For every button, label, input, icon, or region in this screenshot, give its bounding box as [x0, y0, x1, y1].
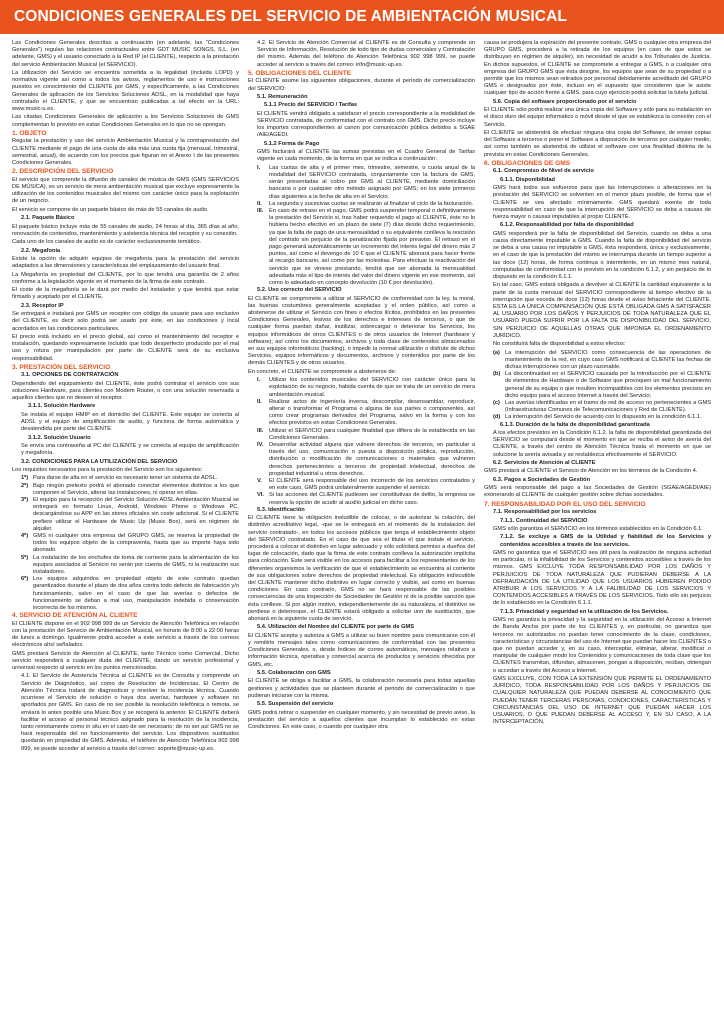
- paragraph: GMS responderá por la falta de disponibilidad del Servicio, cuando se deba a una causa directamente imputable a GMS. Cuando la falta de disponibilidad del servicio se deba a una causa no imputable a GMS, ésta responderá, única y exclusivamente, en el caso de que la prestación del mismo se interrumpa durante un tiempo superior a las doce (12) horas, de forma continua o intermitente, en un mismo mes natural, computadas de conformidad con lo previsto en la condición 6.1.2, y sin perjuicio de lo dispuesto en la condición 6.1.1.: [493, 230, 711, 280]
- paragraph: El CLIENTE se obliga a facilitar a GMS, la colaboración necesaria para todas aquellas gestiones y actividades que se planteen durante el periodo de comercialización o que pudieran iniciarse con la misma.: [248, 678, 475, 699]
- list-marker: II.: [257, 200, 262, 207]
- subsection-heading: 5.4. Utilización del Nombre del CLIENTE por parte de GMS: [257, 624, 415, 631]
- subsection-heading: 5.5. Suspensión del servicio: [257, 701, 334, 708]
- list-marker: I.: [257, 377, 261, 384]
- list-item: [12, 576, 239, 612]
- subsection-heading: 2.3. Receptor IP: [21, 302, 64, 309]
- list-text: Realizar actos de ingeniería inversa, descompilar, desensamblar, reproducir, alterar o transformar el Programa o alguna de sus partes o componentes, así como crear programas derivados del Programa, salvo en la forma y con los efectos previstos en estas Condiciones Generales.: [269, 398, 475, 427]
- list-marker: (a): [493, 349, 500, 356]
- list-item: [12, 497, 239, 533]
- sub-subsection-heading: 6.1.3. Duración de la falta de disponibilidad garantizada: [500, 421, 650, 428]
- paragraph: En tal caso, GMS estará obligada a devolver al CLIENTE la cantidad equivalente a la parte de la cuota mensual del SERVICIO correspondiente al tiempo efectivo de la interrupción que exceda de doce (12) horas desde el aviso fehaciente del CLIENTE. ESTA ES LA ÚNICA COMPENSACIÓN QUE ESTÁ OBLIGADA GMS A SATISFACER AL USUARIO POR LOS DAÑOS Y PERJUICIOS DE TODA NATURALEZA QUE EL USUARIO PUEDA SUFRIR POR LA FALTA DE DISPONIBILIDAD DEL SERVICIO, SIN PERJUICIO DE AQUELLAS OTRAS QUE IMPONGA EL ORDENAMIENTO JURÍDICO.: [493, 282, 711, 339]
- list-text: Utilizar el SERVICIO para cualquier finalidad que difiera de la establecida en las Condiciones Generales.: [269, 427, 475, 441]
- paragraph: GMS hará todos sus esfuerzos para que las interrupciones o alteraciones en la prestación del SERVICIO se solventen en el menor plazo posible, de forma que el CLIENTE se vea afectado mínimamente. GMS quedará exenta de toda responsabilidad en caso de que la interrupción del SERVICIO se deba a causas de fuerza mayor o causas imputables al propio CLIENTE.: [493, 185, 711, 220]
- list-marker: 6º): [21, 576, 29, 583]
- section-heading: 7. RESPONSABILIDAD POR EL USO DEL SERVICIO: [484, 500, 646, 508]
- paragraph: 4.1. El Servicio de Asistencia Técnica al CLIENTE es de Consulta y comprende un Servicio de Diagnóstico, así como de Resolución de Incidencias. El Centro de Atención Técnica tratará de diagnosticar y resolver la incidencia técnica. Cuando ocurriese el Servicio de solución o haya dos averías, hardware y software no aportados por GMS. En caso de no ser posible la resolución telefónica o remota, se enviará lo antes posible una Music Box y se recogerá la anterior. El CLIENTE deberá facilitar el acceso al personal técnico asignado para la resolución de la incidencia, tanto remotamente como in situ en el caso de ser necesario; de no ser así GMS no se hará responsable del no funcionamiento del servicio. Los dispositivos sustituidos quedarán en propiedad de GMS. Además, el teléfono de Atención Telefónica 902 998 999, se puede acceder al servicio a través del correo: soporte@music-up.es.: [21, 673, 239, 752]
- list-text: En caso de retraso en el pago, GMS podrá suspender temporal o definitivamente la prestación del Servicio si, tras haber requerido el pago al CLIENTE, éste no lo hubiera hecho efectivo en un plazo de siete (7) días desde dicho requerimiento, ya que la falta de pago de una mensualidad o su equivalente conlleva la rescisión del contrato sin perjuicio de la penalización fijada por preaviso. El retraso en el pago generará automáticamente un incremento del interés legal del dinero más 2 puntos, así como el devengo de 10 € que el CLIENTE abonará para hacer frente al recargo bancario, así como por las molestias. Para efectuar la reactivación del servicio que se viniese prestando, tendrá que ser abonada la mensualidad adeudada más el tipo de interés del valor del dinero vigente en ese momento, así como lo adeudado en concepto devolución (10 € por devolución).: [269, 207, 475, 286]
- list-item: [248, 208, 475, 287]
- list-marker: (b): [493, 371, 501, 378]
- list-item: [248, 201, 475, 208]
- list-marker: II.: [257, 398, 262, 405]
- list-text: El CLIENTE será responsable del uso incorrecto de los servicios contratados y en este caso, GMS podrá unilateralmente suspender el servicio.: [269, 478, 475, 492]
- subsection-heading: 2.1. Paquete Básico: [21, 215, 75, 222]
- paragraph: El CLIENTE se abstendrá de efectuar ninguna otra copia del Software, de enviar copias del Software a terceros o poner el Software a disposición de terceros por cualquier medio, así como también se abstendrá de utilizar el software con una finalidad distinta de la prevista en estas Condiciones Generales.: [484, 130, 711, 158]
- paragraph: causa se produjera la expiración del presente contrato, GMS o cualquier otra empresa del GRUPO GMS, procederá a la retirada de los equipos (en caso de que estos se distribuyan en régimen de alquiler), sin necesidad de acudir a los Tribunales de Justicia. En dichos supuestos, el CLIENTE se compromete a entregar a GMS, o a cualquier otra empresa del GRUPO GMS que ésta designe, los equipos que sean de su propiedad o a permitir que los mismos sean retirados por personal debidamente acreditado del GRUPO GMS o designados por éste, incluso en el supuesto que consideren que le asiste cualquier tipo de acción frente a GMS, para cuyo ejercicio podrá solicitar la tutela judicial.: [484, 40, 711, 97]
- section-heading: 4. SERVICIO DE ATENCIÓN AL CLIENTE: [12, 612, 138, 620]
- list-marker: 2º): [21, 482, 29, 489]
- paragraph: A los efectos previstos en la Condición 6.1.2. la falta de disponibilidad garantizada del SERVICIO se computará desde el momento en que se reciba el aviso de avería del CLIENTE, a través del centro de Atención Técnica hasta el momento en que se solucione la avería avisada y se restablezca efectivamente el SERVICIO.: [493, 430, 711, 458]
- list-text: GMS ni cualquier otra empresa del GRUPO GMS, se reserva la propiedad de todos los equipos objeto de la compraventa, hasta que su importe haya sido abonado.: [33, 533, 239, 554]
- paragraph: El CLIENTE acepta y autoriza a GMS a utilizar su buen nombre para comunicarse con él y remitirle mensajes tales como comunicaciones de conformidad con las presentes Condiciones Generales, o, desde Índices de correo automáticos, mensajes relativos a información técnica, operativa y comercial acerca de productos y servicios ofrecidos por GMS, etc.: [248, 632, 475, 668]
- sub-subsection-heading: 7.1.1. Continuidad del SERVICIO: [500, 517, 588, 524]
- list-marker: 5º): [21, 554, 29, 561]
- paragraph: El CLIENTE sólo podrá realizar una única copia del Software y sólo para su instalación en el disco duro del equipo informático o móvil desde el que se establezca la conexión con el Servicio.: [484, 107, 711, 128]
- sub-subsection-heading: 6.1.2. Responsabilidad por falta de disponibilidad: [500, 222, 634, 229]
- column-2: [248, 40, 475, 1022]
- list-item: [12, 475, 239, 482]
- paragraph: El servicio que comprende la difusión de canales de música de GMS (GMS SERVICIOS DE MÚSICA), es un servicio de mera ambientación musical que excluye expresamente la utilización de los contenidos musicales del mismo con carácter único para la explotación de un negocio.: [12, 176, 239, 205]
- list-text: El equipo para la recepción del Servicio Solución ADSL Ambientación Musical se entregará en formato Linux, Android, Windows Phone o Windows PC, descargándose su APP en las stores oficiales sin coste adicional. Si el CLIENTE prefiere utilizar el Hardware de Music Up (Music Box), será en régimen de alquiler.: [33, 497, 239, 532]
- list-marker: (c): [493, 400, 500, 406]
- list-text: Las averías identificadas en el tramo de red de acceso no pertenecientes a GMS (Infraestructuras Comunes de Telecomunicaciones y Red de CLIENTE).: [505, 400, 711, 414]
- list-marker: I.: [257, 164, 261, 171]
- paragraph: Existe la opción de adquirir equipos de megafonía para la prestación del servicio adaptados a las dimensiones y características del emplazamiento del usuario final.: [12, 255, 239, 270]
- paragraph: Se instala el equipo HMIP en el domicilio del CLIENTE. Este equipo se conecta al ADSL y el equipo de amplificación de audio, y funciona de forma automática y desatendida por parte del CLIENTE.: [21, 411, 239, 433]
- list-text: Bajo ningún pretexto podrá el abonado conectar elementos distintos a los que componen el Servicio, alterar las instalaciones, ni operar en ellas.: [33, 482, 239, 496]
- subsection-heading: 3.2. CONDICIONES PARA LA UTILIZACIÓN DEL SERVICIO: [21, 458, 178, 465]
- paragraph: GMS EXCLUYE, CON TODA LA EXTENSIÓN QUE PERMITE EL ORDENAMIENTO JURÍDICO, TODA RESPONSABILIDAD POR LOS DAÑOS Y PERJUICIOS DE CUALQUIER NATURALEZA QUE PUEDAN DEBERSE AL CONOCIMIENTO QUE PUEDAN TENER TERCERAS PERSONAS, CONDICIONES, CARACTERÍSTICAS Y CIRCUNSTANCIAS DEL USO DE INTERNET QUE PUEDAN HACER LOS USUARIOS, O QUE PUEDAN DEBERSE AL ACCESO Y, EN SU CASO, A LA INTERCEPTACIÓN,: [493, 675, 711, 726]
- paragraph: GMS no garantiza que el SERVICIO sea útil para la realización de ninguna actividad en particular, ni la infalibilidad de los Servicios y contenidos accesibles a través de los mismos. GMS EXCLUYE TODA RESPONSABILIDAD POR LOS DAÑOS Y PERJUICIOS DE TODA NATURALEZA QUE PUDIERAN DEBERSE A LA DEFRAUDACIÓN DE LA UTILIDAD QUE LOS USUARIOS HUBIEREN PODIDO ATRIBUIR A LOS SERVICIOS Y A LA FALIBILIDAD DE LOS SERVICIOS Y CONTENIDOS ACCESIBLES A TRAVÉS DE LOS SERVICIOS. Todo ello sin perjuicio de lo establecido en la Condición 6.1.1.: [493, 549, 711, 607]
- document-title: CONDICIONES GENERALES DEL SERVICIO DE AMBIENTACIÓN MUSICAL: [0, 0, 724, 34]
- subsection-heading: 5.6. Copia del software proporcionado por el servicio: [493, 98, 637, 105]
- paragraph: Los requisitos necesarios para la prestación del Servicio son los siguientes:: [12, 467, 203, 474]
- paragraph: El CLIENTE se compromete a utilizar el SERVICIO de conformidad con la ley, la moral, las buenas costumbres generalmente aceptadas y el orden público, así como a abstenerse de utilizar el Servicio con fines o efectos ilícitos, prohibidos en las presentes Condiciones Generales, lesivos de los derechos e intereses de terceros, o que de cualquier forma puedan dañar, inutilizar, sobrecargar o deteriorar los Servicios, los equipos informáticos de otros CLIENTES o de otros usuarios de Internet (hardware y software); así como los documentos, archivos y toda clase de contenidos almacenados en sus equipos informáticos (hacking), o impedir la normal utilización o disfrute de dichos Servicios, equipos informáticos y documentos, archivos y contenidos por parte de los demás CLIENTES y de otros usuarios.: [248, 295, 475, 367]
- section-heading: 3. PRESTACIÓN DEL SERVICIO: [12, 363, 111, 371]
- list-marker: IV.: [257, 442, 264, 449]
- list-item: [248, 377, 475, 399]
- list-marker: (d): [493, 414, 501, 421]
- paragraph: GMS facturará al CLIENTE las sumas previstas en el Cuadro General de Tarifas vigente en cada momento, de la forma en que se indica a continuación:: [257, 149, 475, 163]
- section-heading: 2. DESCRIPCIÓN DEL SERVICIO: [12, 168, 114, 176]
- paragraph: En concreto, el CLIENTE se compromete a abstenerse de:: [248, 368, 397, 375]
- paragraph: 4.2. El Servicio de Atención Comercial al CLIENTE es de Consulta y comprende un Servicio de Información, Resolución de todo tipo de dudas comerciales y Contratación del mismo. Además del teléfono de Atención Telefónica 902 998 999, se puede acceder al servicio a través del correo: info@music-up.es.: [257, 40, 475, 68]
- sub-subsection-heading: 7.1.2. Se excluye a GMS de la Utilidad y fiabilidad de los Servicios y contenidos accesibles a través de los servicios.: [500, 534, 711, 548]
- list-text: La interrupción del Servicio de acuerdo con lo dispuesto en la condición 6.1.1.: [505, 414, 702, 421]
- list-text: La discontinuidad en el SERVICIO causada por la introducción por el CLIENTE de elementos de Hardware o de Software que provoquen un mal funcionamiento general de su equipo o que resulten incompatibles con los elementos precisos en dicho equipo para el acceso Internet a través del Servicio;: [505, 371, 711, 399]
- subsection-heading: 6.1. Compromiso de Nivel de servicio: [493, 168, 594, 175]
- paragraph: El CLIENTE vendrá obligado a satisfacer el precio correspondiente a la modalidad de SERVICIO contratada, de conformidad con el contrato con GMS. Dicho precio incluye los importes correspondientes al canon por comunicación pública debidos a SGAE /AIE/AGEDI.: [257, 110, 475, 139]
- list-item: [248, 399, 475, 428]
- sub-subsection-heading: 3.1.1. Solución Hardware: [28, 403, 96, 410]
- list-text: La instalación de los enchufes de toma de corriente para la alimentación de los equipos asociados al Servicio no serán por cuenta de GMS, ni la realización sus instaladores.: [33, 554, 239, 576]
- paragraph: Las Condiciones Generales descritas a continuación (en adelante, las "Condiciones Generales") regulan las relaciones contractuales entre GDT MUSIC SONGS, S.L. (en adelante, GMS) y el usuario conectado a la Red IP (el CLIENTE), respecto a la prestación del servicio Ambientación Musical (el SERVICIO).: [12, 40, 239, 68]
- text-columns: [12, 40, 712, 1022]
- paragraph: Regular la prestación y uso del servicio Ambientación Musical y la contraprestación del CLIENTE mediante el pago de una cuota de alta más una cuota fija (mensual, trimestral, semestral, anual), de acuerdo con los precios que figuran en el Anexo I de las presentes Condiciones Generales.: [12, 138, 239, 166]
- subsection-heading: 5.5. Colaboración con GMS: [257, 670, 331, 677]
- paragraph: La Megafonía es propiedad del CLIENTE, por lo que tendrá una garantía de 2 años conforme a la legislación vigente en el momento de la firma de este contrato.: [12, 271, 239, 285]
- paragraph: El CLIENTE tiene la obligación ineludible de colocar, o de autorizar la colación, del distintivo acreditativo legal, -que se le entregará en el momento de la instalación del servicio contratado-, en todos los accesos públicos que tenga el establecimiento objeto del SERVICIO contratado. En el caso de que sea el titular el que instale el servicio, procederá a colocar el distintivo en lugar adecuado y sólo solicitará permiso a dueños del lugar de colocación, dado que la firma de este contrato conlleva la autorización implícita para colocación. Este será visible en los accesos para facilitar a los representantes de los diferentes organismos la verificación de que el establecimiento se encuentra al corriente de sus obligaciones sobre derechos de propiedad intelectual. Es obligación indiscutible del CLIENTE mantener dicho distintivo en lugar correcto y visible, así como en buenas condiciones. En caso contrario, GMS no se hará responsable de las posibles consecuencias de una inspección de Sociedades de Gestión ni de la posible sanción que ésta conlleve. Si por algún motivo, independientemente de su naturaleza, el distintivo se perdiese o deteriorase, el CLIENTE estará obligado a solicitar uno de sustitución, que abonará en la siguiente cuota de servicio.: [248, 515, 475, 623]
- list-text: Para darse de alta en el servicio es necesario tener un sistema de ADSL.: [33, 475, 218, 482]
- list-marker: V.: [257, 478, 262, 485]
- list-item: [248, 478, 475, 492]
- paragraph: El coste de la megafonía se le dará por medio del instalador y que tendrá que estar firmado y aceptado por el CLIENTE.: [12, 287, 239, 301]
- paragraph: GMS será responsable del pago a las Sociedades de Gestión (SGAE/AGEDI/AIE) exonerando al CLIENTE de cualquier gestión sobre dichas sociedades.: [484, 485, 711, 499]
- list-marker: III.: [257, 207, 264, 214]
- list-text: Desarrollar actividad alguna que vulnere derechos de terceros, en particular a través del uso, comunicación o puesta a disposición pública, reproducción, distribución o modificación de comunicaciones o materiales que vulneren derechos pertenecientes a terceros de propiedad intelectual, derechos de propiedad industrial u otros derechos.: [269, 442, 475, 477]
- list-text: Si las acciones del CLIENTE pudiesen ser constitutivas de delito, la empresa se reserva la opción de acudir al auxilio judicial en dicho caso.: [269, 492, 475, 506]
- paragraph: Las citadas Condiciones Generales de aplicación a los Servicios Soluciones de GMS complementan lo previsto en estas Condiciones Generales en lo que no se opongan.: [12, 114, 239, 128]
- section-heading: 5. OBLIGACIONES DEL CLIENTE: [248, 70, 352, 77]
- paragraph: GMS sólo garantiza el SERVICIO en los términos establecidos en la Condición 6.1.: [493, 525, 703, 532]
- paragraph: GMS no garantiza la privacidad y la seguridad en la utilización del Acceso a Internet de Banda Ancha por parte de los CLIENTES y, en particular, no garantiza que terceros no autorizados no puedan tener conocimiento de la clase, condiciones, características y circunstancias del uso de Internet que puedan hacer los CLIENTES o que no puedan acceder y, en su caso, interceptar, eliminar, alterar, modificar o manipular de cualquier modo los Contenidos y comunicaciones de toda clase que los CLIENTES transmitan, difundan, almacenen, pongan a disposición, reciban, obtengan o accedan a través del Acceso a Internet.: [493, 617, 711, 674]
- sub-subsection-heading: 3.1.2. Solución Usuario: [28, 434, 91, 441]
- paragraph: GMS prestará Servicio de Atención al CLIENTE, tanto Técnico como Comercial. Dicho servicio responderá a cualquier duda del CLIENTE, dando un servicio profesional y universal respecto al servicio en los puntos mencionados.: [12, 650, 239, 672]
- column-1: [12, 40, 239, 1022]
- section-heading: 6. OBLIGACIONES DE GMS: [484, 160, 571, 167]
- paragraph: El paquete básico incluye más de 55 canales de audio, 24 horas al día, 365 días al año, renovación de contenidos, mantenimiento y asistencia técnica del receptor y su conexión.: [12, 223, 239, 237]
- paragraph: GMS prestará al CLIENTE el Servicio de Atención en los términos de la Condición 4.: [484, 468, 698, 475]
- subsection-heading: 6.3. Pagos a Sociedades de Gestión: [493, 476, 591, 483]
- list-item: [484, 400, 711, 414]
- subsection-heading: 5.2. Uso correcto del SERVICIO: [257, 287, 342, 294]
- sub-subsection-heading: 7.1.3. Privacidad y seguridad en la utilización de los Servicios.: [500, 608, 669, 615]
- paragraph: El CLIENTE dispone en el 902 998 999 de un Servicio de Atención Telefónica en relación con la prestación del Servicio de Ambientación Musical, en horario de 8:00 a 22:00 horas de lunes a domingo. Igualmente podrá acceder a este servicio a través de los correos electrónicos ahsí señalados.: [12, 620, 239, 649]
- list-marker: 1º): [21, 475, 29, 482]
- list-item: [12, 555, 239, 577]
- paragraph: El servicio se compone de un paquete básico de más de 55 canales de audio.: [12, 206, 209, 213]
- list-item: [248, 428, 475, 442]
- subsection-heading: 3.1. OPCIONES DE CONTRATACIÓN: [21, 372, 119, 379]
- list-item: [484, 371, 711, 400]
- list-item: [248, 492, 475, 506]
- sub-subsection-heading: 6.1.1. Disponibilidad: [500, 176, 555, 183]
- list-item: [248, 165, 475, 201]
- list-text: Las cuotas de alta y el primer mes, trimestre, semestre, o cuota anual de la modalidad del SERVICIO contratada, conjuntamente con la factura de GMS, serán presentadas al cobro por GMS al CLIENTE, mediante domiciliación bancaria o por cualquier otro método asignado por GMS; en los siete primeros días siguientes a la fecha de alta en el Servicio.: [269, 164, 475, 200]
- subsection-heading: 5.3. Identificación: [257, 506, 305, 513]
- paragraph: La utilización del Servicio se encuentra sometida a la legalidad (incluida LOPD) y normativa vigente así como a todos los avisos, reglamentos de uso e instrucciones puestos en conocimiento del CLIENTE por GMS, y específicamente, a las Condiciones Generales de aplicación de los Servicios Soluciones ADSL, en la modalidad que haya contratado el CLIENTE, y que se encuentran publicadas a tal efecto en la URL: www.music-u.es.: [12, 70, 239, 113]
- paragraph: Cada uno de los canales de audio es de carácter exclusivamente temático.: [12, 239, 202, 246]
- list-item: [248, 442, 475, 478]
- list-text: La segunda y sucesivas cuotas se realizarán al finalizar el ciclo de la facturación.: [269, 200, 474, 207]
- paragraph: Dependiendo del equipamiento del CLIENTE, éste podrá contratar el servicio con sus soluciones Hardware, para clientes con Modem Router, o con una solución reservada a aquellos clientes que no deseen el receptor.: [12, 380, 239, 402]
- subsection-heading: 7.1. Responsabilidad por los servicios: [493, 509, 597, 516]
- paragraph: El CLIENTE asume las siguientes obligaciones, durante el período de comercialización del SERVICIO:: [248, 78, 475, 92]
- section-heading: 1. OBJETO: [12, 130, 47, 137]
- list-marker: 4º): [21, 533, 29, 540]
- subsection-heading: 6.2. Servicios de Atención al CLIENTE: [493, 460, 596, 466]
- list-text: Utilizar los contenidos musicales del SERVICIO con carácter único para la explotación de su negocio, habida cuenta de que se trata de un servicio de mera ambientación musical.: [269, 377, 475, 398]
- list-marker: VI.: [257, 492, 264, 499]
- list-marker: 3º): [21, 497, 29, 504]
- list-item: [484, 350, 711, 372]
- paragraph: GMS podrá retirar o suspender en cualquier momento, y sin necesidad de previo aviso, la prestación del servicio a aquellos clientes que incumplan lo establecido en estas Condiciones. En este caso, o cuando por cualquier otra: [248, 709, 475, 731]
- column-3: [484, 40, 711, 1022]
- paragraph: Se envía una contraseña al PC del CLIENTE y se conecta al equipo de amplificación y megafonía.: [21, 443, 239, 457]
- list-text: Los equipos adquiridos en propiedad objeto de este contrato quedan garantizados durante el plazo de dos años contra todo defecto de fabricación y/o funcionamiento, salvo en el caso de que las averías o defectos de funcionamiento se deban a mal uso, manipulación indebida o conservación incorrecta de los mismos.: [33, 576, 239, 612]
- subsection-heading: 5.1. Remuneración: [257, 93, 308, 100]
- paragraph: Se entregará e instalará por GMS un receptor con código de usuario para uso exclusivo del CLIENTE, es decir solo podrá ser usado por éste, en las condiciones y local acordados en las condiciones particulares.: [12, 311, 239, 332]
- list-item: [484, 414, 711, 421]
- paragraph: No constituirá falta de disponibilidad a estos efectos:: [493, 341, 626, 348]
- sub-subsection-heading: 5.1.1 Precio del SERVICIO / Tarifas: [264, 102, 358, 109]
- sub-subsection-heading: 5.1.2 Forma de Pago: [264, 140, 320, 147]
- paragraph: El precio está incluido en el precio global, así como el mantenimiento del receptor e instalación, quedando expresamente incluido que todo desperfecto producido por el mal uso y rotura por manipulación por parte de CLIENTE será de su exclusiva responsabilidad.: [12, 333, 239, 362]
- list-item: [12, 483, 239, 497]
- list-text: La interrupción del SERVICIO como consecuencia de las operaciones de mantenimiento de la red, en cuyo caso GMS notificará al CLIENTE las fechas de dichas interrupciones con un plazo razonable.: [505, 349, 711, 370]
- list-marker: III.: [257, 427, 264, 434]
- list-item: [12, 533, 239, 555]
- subsection-heading: 2.2. Megafonía: [21, 247, 61, 254]
